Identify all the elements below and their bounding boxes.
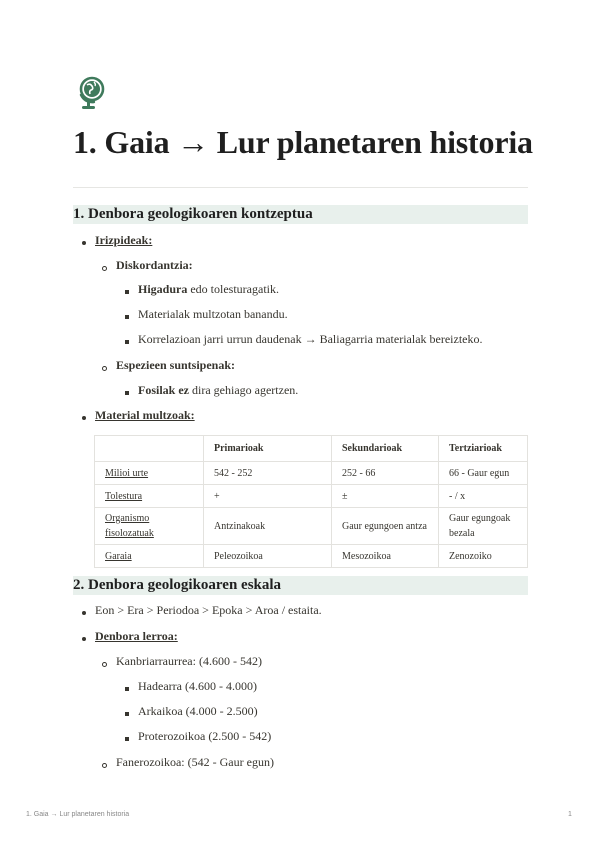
bullet <box>102 763 107 768</box>
table-row <box>95 508 528 545</box>
list-item-diskordantzia: Diskordantzia: <box>116 258 193 272</box>
table-cell: 542 - 252 <box>204 462 332 485</box>
list-item-arkaikoa: Arkaikoa (4.000 - 2.500) <box>138 704 258 718</box>
table-header-cell: Primarioak <box>204 436 332 462</box>
page-title: 1. Gaia → Lur planetaren historia <box>73 124 533 160</box>
list-item-material-multzoak: Material multzoak: <box>95 408 195 422</box>
bullet <box>102 662 107 667</box>
bullet <box>125 315 129 319</box>
table-header-cell <box>95 436 204 462</box>
list-item-fanerozoikoa: Fanerozoikoa: (542 - Gaur egun) <box>116 755 274 769</box>
table-row <box>95 485 528 508</box>
material-table <box>94 435 528 568</box>
bullet <box>125 687 129 691</box>
footer-title: 1. Gaia → Lur planetaren historia <box>26 811 130 818</box>
section-heading-1: 1. Denbora geologikoaren kontzeptua <box>73 205 528 224</box>
table-cell: Gaur egungoen antza <box>332 508 439 545</box>
title-divider <box>73 187 528 188</box>
table-row-header: Organismo fisolozatuak <box>95 508 204 545</box>
higadura-term: Higadura <box>138 282 188 296</box>
bullet <box>125 712 129 716</box>
table-row <box>95 545 528 568</box>
list-item-kanbriarraurrea: Kanbriarraurrea: (4.600 - 542) <box>116 654 262 668</box>
table-cell: ± <box>332 485 439 508</box>
higadura-text: edo tolesturagatik. <box>190 282 279 296</box>
footer-page-number: 1 <box>568 811 572 818</box>
table-row-header: Milioi urte <box>95 462 204 485</box>
table-cell: 66 - Gaur egun <box>439 462 528 485</box>
bullet <box>82 416 86 420</box>
list-item-denbora-lerroa: Denbora lerroa: <box>95 629 178 643</box>
table-header-cell: Sekundarioak <box>332 436 439 462</box>
section-heading-2: 2. Denbora geologikoaren eskala <box>73 576 528 595</box>
list-item-materialak: Materialak multzotan banandu. <box>138 307 288 321</box>
table-header-cell: Tertziarioak <box>439 436 528 462</box>
table-cell: + <box>204 485 332 508</box>
table-cell: Antzinakoak <box>204 508 332 545</box>
fosilak-term: Fosilak ez <box>138 383 189 397</box>
list-item-fosilak <box>138 382 298 398</box>
table-header-row <box>95 436 528 462</box>
table-cell: Mesozoikoa <box>332 545 439 568</box>
table-row-header: Tolestura <box>95 485 204 508</box>
globe-icon <box>73 73 109 113</box>
list-item-irizpideak: Irizpideak: <box>95 233 153 247</box>
table-cell: Gaur egungoak bezala <box>439 508 528 545</box>
bullet <box>82 637 86 641</box>
table-row <box>95 462 528 485</box>
table-cell: Peleozoikoa <box>204 545 332 568</box>
list-item-higadura <box>138 281 279 297</box>
bullet <box>102 366 107 371</box>
bullet <box>102 266 107 271</box>
list-item-korrelazioan: Korrelazioan jarri urrun daudenak → Baliagarria materialak bereizteko. <box>138 332 483 346</box>
list-item-hadearra: Hadearra (4.600 - 4.000) <box>138 679 257 693</box>
bullet <box>125 340 129 344</box>
table-cell: 252 - 66 <box>332 462 439 485</box>
table-row-header: Garaia <box>95 545 204 568</box>
table-cell: Zenozoiko <box>439 545 528 568</box>
list-item-proterozoikoa: Proterozoikoa (2.500 - 542) <box>138 729 272 743</box>
bullet <box>125 290 129 294</box>
bullet <box>82 241 86 245</box>
bullet <box>125 391 129 395</box>
bullet <box>82 611 86 615</box>
list-item-eon: Eon > Era > Periodoa > Epoka > Aroa / estaita. <box>95 603 322 617</box>
table-cell: - / x <box>439 485 528 508</box>
fosilak-text: dira gehiago agertzen. <box>192 383 299 397</box>
bullet <box>125 737 129 741</box>
list-item-espezieen: Espezieen suntsipenak: <box>116 358 236 372</box>
